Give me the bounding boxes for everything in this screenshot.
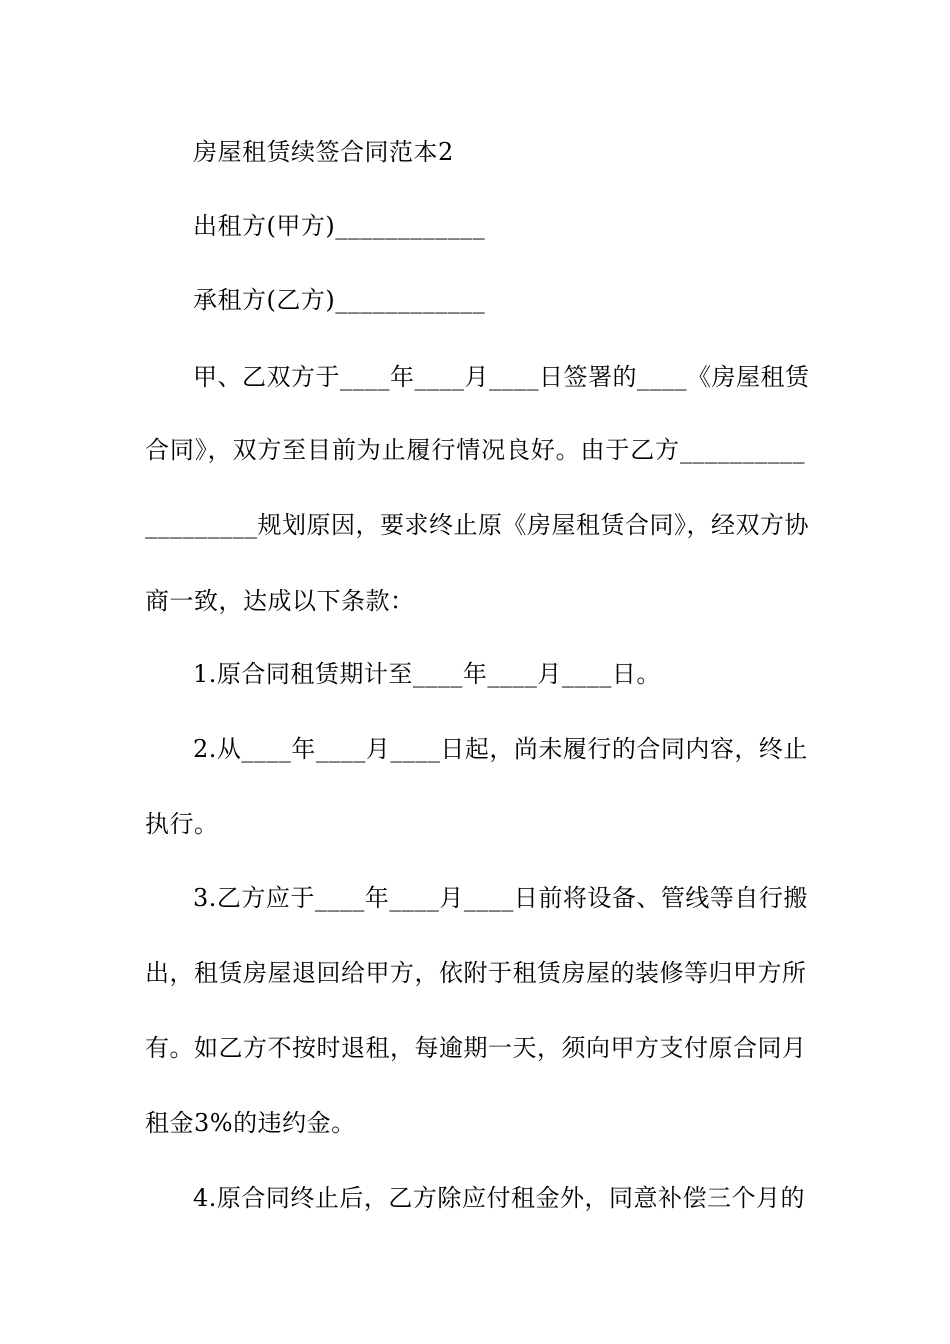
clause-2: 2.从____年____月____日起，尚未履行的合同内容，终止 xyxy=(193,735,808,763)
paragraph-line: 合同》，双方至目前为止履行情况良好。由于乙方__________ xyxy=(145,436,805,464)
clause-1: 1.原合同租赁期计至____年____月____日。 xyxy=(193,660,661,688)
clause-3: 3.乙方应于____年____月____日前将设备、管线等自行搬 xyxy=(193,884,808,912)
clause-2-continued: 执行。 xyxy=(145,810,219,838)
paragraph-line: 商一致，达成以下条款： xyxy=(145,587,415,615)
paragraph-line: 甲、乙双方于____年____月____日签署的____《房屋租赁 xyxy=(193,363,810,391)
paragraph-line: _________规划原因，要求终止原《房屋租赁合同》，经双方协 xyxy=(145,511,809,539)
clause-4: 4.原合同终止后，乙方除应付租金外，同意补偿三个月的 xyxy=(193,1184,805,1212)
lessor-line: 出租方(甲方)____________ xyxy=(193,212,486,240)
clause-3-continued: 出，租赁房屋退回给甲方，依附于租赁房屋的装修等归甲方所 xyxy=(145,959,807,987)
clause-3-continued: 租金3%的违约金。 xyxy=(145,1109,356,1137)
clause-3-continued: 有。如乙方不按时退租，每逾期一天，须向甲方支付原合同月 xyxy=(145,1034,807,1062)
lessee-line: 承租方(乙方)____________ xyxy=(193,286,486,314)
document-title: 房屋租赁续签合同范本2 xyxy=(193,138,454,166)
